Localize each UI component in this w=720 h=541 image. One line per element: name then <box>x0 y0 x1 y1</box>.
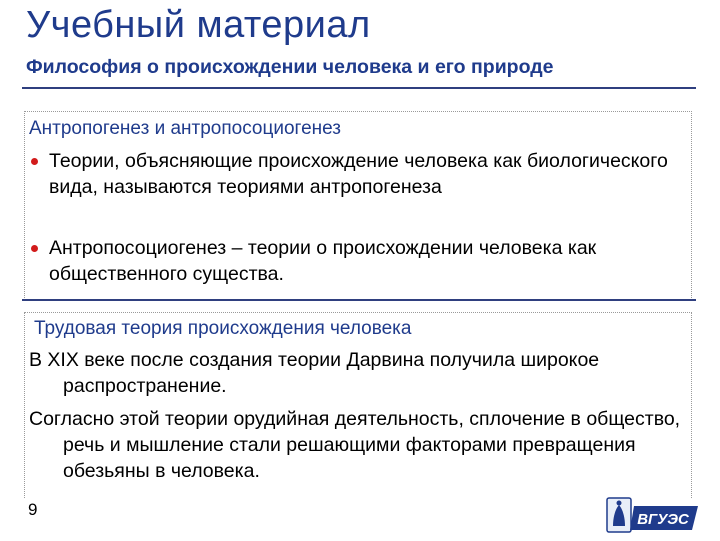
slide-title: Учебный материал <box>26 4 371 46</box>
svg-text:ВГУЭС: ВГУЭС <box>637 511 689 528</box>
bullet-item <box>29 148 679 200</box>
paragraph: В XIX веке после создания теории Дарвина получила широкое распространение. <box>29 349 600 397</box>
university-logo <box>606 496 702 536</box>
section-heading-antropogenesis: Антропогенез и антропосоциогенез <box>29 118 341 139</box>
bullet-dot-icon <box>31 158 38 165</box>
section-heading-labor-theory: Трудовая теория происхождения человека <box>34 318 412 339</box>
bullet-text: Теории, объясняющие происхождение человека как биологического вида, называются теориями антропогенеза <box>49 150 668 198</box>
header-divider <box>22 87 696 89</box>
antropogenesis-section <box>24 111 692 298</box>
slide-subtitle: Философия о происхождении человека и его природе <box>26 56 554 78</box>
labor-theory-section <box>24 312 692 498</box>
paragraph: Согласно этой теории орудийная деятельность, сплочение в общество, речь и мышление стали решающими факторами превращения обезьяны в человека. <box>29 408 681 482</box>
bullet-dot-icon <box>31 245 38 252</box>
bullet-text: Антропосоциогенез – теории о происхождении человека как общественного существа. <box>49 237 597 285</box>
page-number: 9 <box>28 500 38 519</box>
university-logo-icon <box>606 496 702 536</box>
bullet-item <box>29 235 679 287</box>
section-divider <box>22 299 696 301</box>
